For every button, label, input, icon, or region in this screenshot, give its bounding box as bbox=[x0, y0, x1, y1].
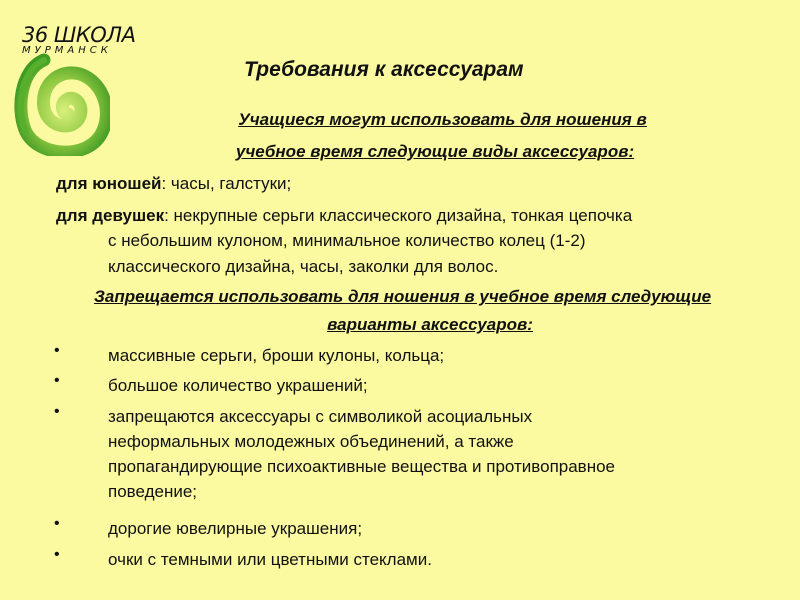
boys-text: : часы, галстуки; bbox=[161, 174, 292, 193]
girls-text-line-1: : некрупные серьги классического дизайна, тонкая цепочка bbox=[164, 206, 633, 225]
list-item-text: массивные серьги, броши кулоны, кольца; bbox=[108, 346, 445, 365]
bullet-icon: • bbox=[54, 403, 60, 420]
boys-rule bbox=[56, 172, 786, 196]
subtitle-line-2: учебное время следующие виды аксессуаров: bbox=[235, 142, 635, 161]
list-item-text: большое количество украшений; bbox=[108, 376, 368, 395]
list-item-text: запрещаются аксессуары с символикой асоциальных bbox=[108, 407, 533, 426]
girls-rule bbox=[56, 204, 786, 228]
page-title: Требования к аксессуарам bbox=[244, 58, 524, 81]
bullet-icon: • bbox=[54, 546, 60, 563]
bullet-icon: • bbox=[54, 515, 60, 532]
list-item-text: поведение; bbox=[108, 482, 198, 501]
boys-label: для юношей bbox=[56, 174, 162, 193]
bullet-icon: • bbox=[54, 372, 60, 389]
forbidden-heading-line-1: Запрещается использовать для ношения в учебное время следующие bbox=[93, 287, 712, 306]
logo-school-number: 36 ШКОЛА bbox=[22, 23, 136, 47]
forbidden-heading-line-2: варианты аксессуаров: bbox=[327, 315, 533, 334]
list-item-text: пропагандирующие психоактивные вещества и противоправное bbox=[108, 457, 616, 476]
girls-label: для девушек bbox=[56, 206, 165, 225]
list-item-text: очки с темными или цветными стеклами. bbox=[108, 550, 432, 569]
logo-city: МУРМАНСК bbox=[22, 45, 112, 56]
girls-text-line-2: с небольшим кулоном, минимальное количество колец (1-2) bbox=[108, 231, 586, 250]
list-item-text: дорогие ювелирные украшения; bbox=[108, 519, 363, 538]
bullet-icon: • bbox=[54, 342, 60, 359]
girls-text-line-3: классического дизайна, часы, заколки для волос. bbox=[108, 257, 499, 276]
subtitle-line-1: Учащиеся могут использовать для ношения в bbox=[238, 110, 647, 129]
list-item-text: неформальных молодежных объединений, а также bbox=[108, 432, 514, 451]
